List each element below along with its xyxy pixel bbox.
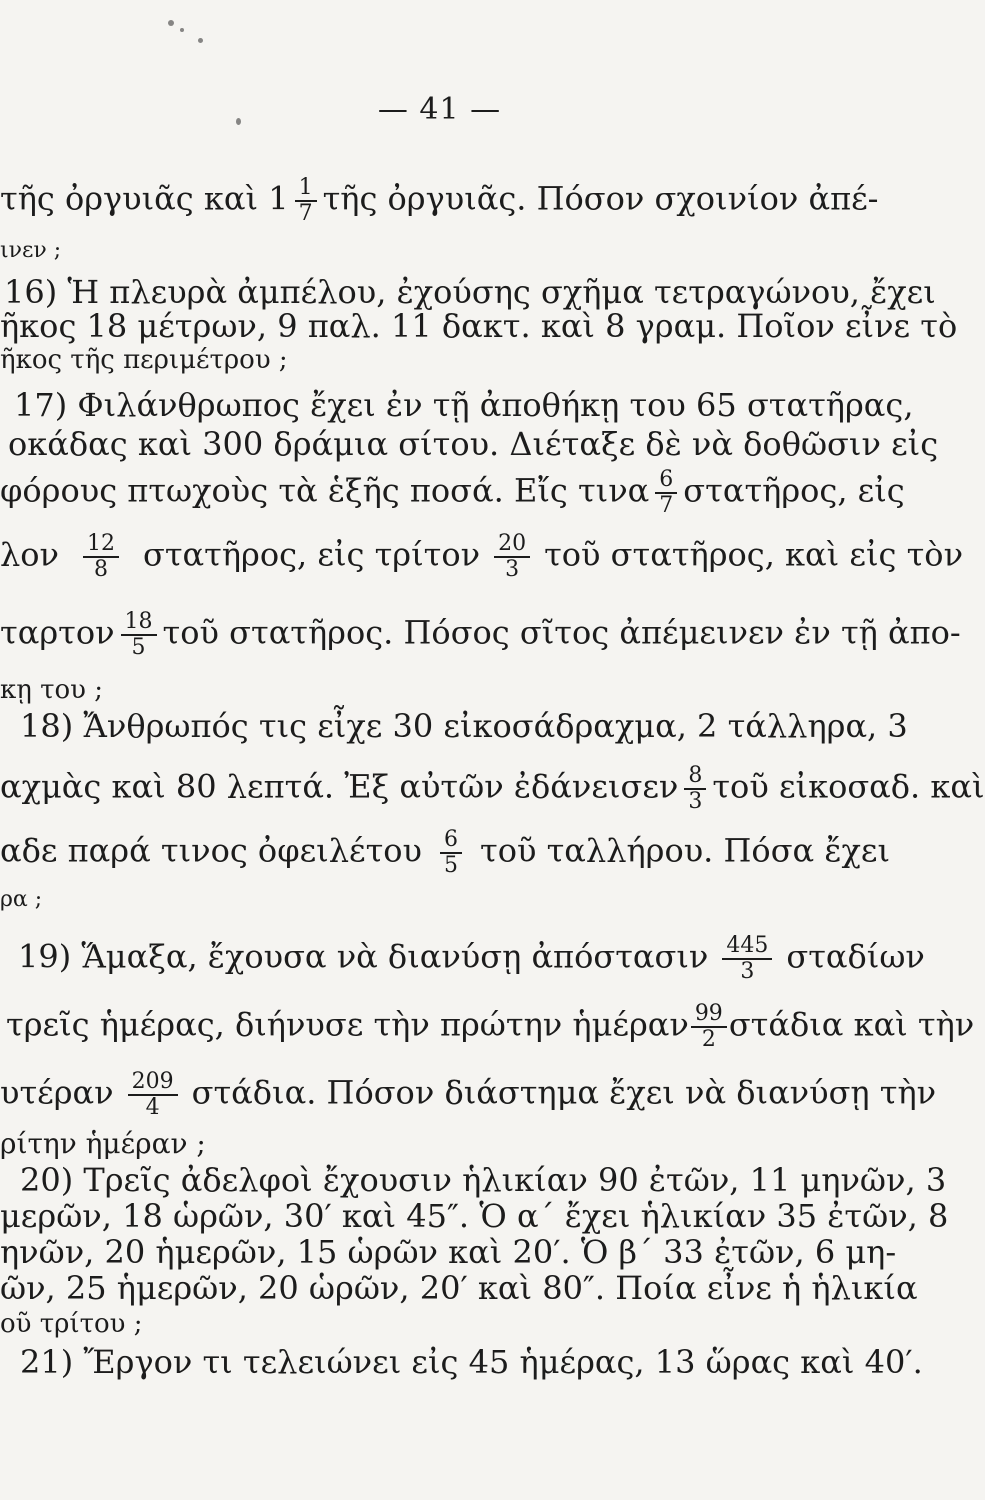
line-text: φόρους πτωχοὺς τὰ ἑξῆς ποσά. Εἴς τινα [0,471,650,510]
text-line [0,828,890,878]
fraction [121,610,157,660]
line-text: τῆς ὀργυιᾶς. Πόσον σχοινίον ἀπέ- [322,179,879,218]
line-text: τοῦ στατῆρος. Πόσος σῖτος ἀπέμεινεν ἐν τῇ ἀπο- [162,613,961,652]
fraction-numerator: 209 [128,1070,178,1096]
fraction [684,764,706,814]
ink-speck [198,38,203,43]
line-text: ταρτον [0,613,115,652]
fraction-numerator: 20 [494,532,530,558]
fraction [295,176,317,226]
line-text: 17) Φιλάνθρωπος ἔχει ἐν τῇ ἀποθήκῃ του 65 στατῆρας, [14,386,914,424]
line-text: λον [0,535,59,574]
line-text: τοῦ στατῆρος, καὶ εἰς τὸν [544,535,964,574]
line-text: υτέραν [0,1073,114,1112]
line-text: τοῦ εἰκοσαδ. καὶ [712,767,985,806]
text-line [20,1160,946,1200]
line-text: στάδια καὶ τὴν [728,1005,975,1044]
line-text: οῦ τρίτου ; [0,1309,143,1339]
text-line [20,1342,923,1382]
fraction-denominator: 7 [659,493,674,518]
text-line [0,1304,142,1344]
fraction-denominator: 3 [505,557,520,582]
fraction [722,934,772,984]
fraction [691,1002,727,1052]
fraction-numerator: 445 [722,934,772,960]
line-text: 19) Ἅμαξα, ἔχουσα νὰ διανύσῃ ἀπόστασιν [18,937,709,976]
fraction-numerator: 12 [83,532,119,558]
text-line [0,468,905,518]
line-text: ρίτην ἡμέραν ; [0,1127,206,1160]
line-text: σταδίων [786,937,925,976]
line-text: ῆκος 18 μέτρων, 9 παλ. 11 δακτ. καὶ 8 γραμ. Ποῖον εἶνε τὸ [0,307,958,345]
ink-speck [168,20,174,26]
fraction-numerator: 99 [691,1002,727,1028]
text-line [0,1124,206,1164]
line-text: αδε παρά τινος ὀφειλέτου [0,831,422,870]
text-line [0,1070,936,1120]
text-line [6,1002,974,1052]
text-line [0,610,961,660]
line-text: ῆκος τῆς περιμέτρου ; [0,345,288,375]
page-number: — 41 — [377,92,502,127]
line-text: 21) Ἔργον τι τελειώνει εἰς 45 ἡμέρας, 13 ὥρας καὶ 40′. [20,1343,923,1381]
line-text: 16) Ἡ πλευρὰ ἀμπέλου, ἐχούσης σχῆμα τετραγώνου, ἔχει [4,273,936,311]
line-text: 18) Ἄνθρωπός τις εἶχε 30 εἰκοσάδραχμα, 2 τάλληρα, 3 [20,707,908,745]
fraction [440,828,462,878]
line-text: τρεῖς ἡμέρας, διήνυσε τὴν πρώτην ἡμέραν [6,1005,689,1044]
fraction-denominator: 4 [145,1095,160,1120]
line-text: ηνῶν, 20 ἡμερῶν, 15 ὡρῶν καὶ 20′. Ὁ β΄ 33 ἐτῶν, 6 μη- [0,1233,897,1271]
fraction-denominator: 3 [688,789,703,814]
line-text: τοῦ ταλλήρου. Πόσα ἔχει [480,831,890,870]
line-text: μερῶν, 18 ὡρῶν, 30′ καὶ 45″. Ὁ α΄ ἔχει ἡλικίαν 35 ἐτῶν, 8 [0,1197,949,1235]
line-text: στάδια. Πόσον διάστημα ἔχει νὰ διανύσῃ τὴν [191,1073,937,1112]
text-line [0,1232,896,1272]
fraction [128,1070,178,1120]
fraction-numerator: 1 [295,176,317,202]
fraction-denominator: 8 [94,557,108,582]
fraction-denominator: 7 [298,201,313,226]
fraction-denominator: 3 [740,959,755,984]
line-text: στατῆρος, εἰς [683,471,905,510]
fraction [83,532,119,582]
text-line [8,424,938,464]
text-line [0,231,61,271]
fraction-numerator: 6 [440,828,462,854]
fraction [494,532,530,582]
line-text: ρα ; [0,887,43,912]
fraction-denominator: 5 [131,635,146,660]
line-text: 20) Τρεῖς ἀδελφοὶ ἔχουσιν ἡλικίαν 90 ἐτῶν, 11 μηνῶν, 3 [20,1161,947,1199]
fraction-denominator: 2 [701,1027,716,1052]
fraction-numerator: 8 [684,764,706,790]
line-text: τῆς ὀργυιᾶς καὶ 1 [0,179,289,218]
fraction [655,468,677,518]
line-text: αχμὰς καὶ 80 λεπτά. Ἐξ αὐτῶν ἐδάνεισεν [0,767,679,806]
line-text: ῶν, 25 ἡμερῶν, 20 ὡρῶν, 20′ καὶ 80″. Ποία εἶνε ἡ ἡλικία [0,1269,918,1307]
line-text: ινεν ; [0,238,62,263]
text-line [14,385,913,425]
text-line [0,340,288,380]
fraction-numerator: 18 [121,610,157,636]
text-line [0,532,963,582]
line-text: οκάδας καὶ 300 δράμια σίτου. Διέταξε δὲ νὰ δοθῶσιν εἰς [8,425,939,463]
text-line [0,1196,948,1236]
line-text: στατῆρος, εἰς τρίτον [143,535,481,574]
text-line [0,670,103,710]
text-line [0,176,878,226]
text-line [18,934,925,984]
text-line [0,880,42,920]
text-line [0,764,985,814]
line-text: κῃ του ; [0,675,103,705]
ink-speck [180,28,184,32]
text-line [0,1268,918,1308]
fraction-numerator: 6 [655,468,677,494]
fraction-denominator: 5 [444,853,458,878]
text-line [20,706,908,746]
